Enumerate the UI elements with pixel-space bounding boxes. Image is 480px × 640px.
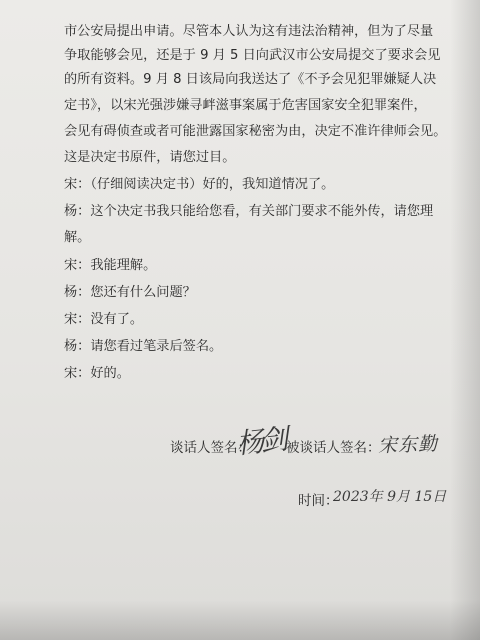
text-line-1: 市公安局提出申请。尽管本人认为这有违法治精神，但为了尽量: [64, 24, 434, 39]
interviewee-signature-label: 被谈话人签名：: [286, 440, 381, 456]
date-label: 时间：: [298, 493, 339, 509]
interviewer-handwritten-signature: 杨剑: [234, 422, 286, 461]
text-line-2: 争取能够会见，还是于 9 月 5 日向武汉市公安局提交了要求会见: [64, 48, 441, 63]
text-line-5: 会见有碍侦查或者可能泄露国家秘密为由，决定不准许律师会见。: [64, 124, 447, 139]
interviewer-signature-label: 谈话人签名：: [170, 440, 251, 456]
dialogue-line-4: 杨：您还有什么问题？: [64, 285, 196, 300]
page-bottom-shadow: [0, 600, 480, 640]
interviewee-handwritten-signature: 宋东勤: [377, 432, 439, 458]
dialogue-line-2: 杨：这个决定书我只能给您看，有关部门要求不能外传，请您理: [64, 204, 434, 219]
date-handwritten: 2023年 9月 15日: [333, 489, 447, 505]
dialogue-line-5: 宋：没有了。: [64, 312, 144, 327]
page-edge-shadow: [450, 0, 480, 640]
dialogue-line-2-cont: 解。: [64, 230, 91, 245]
dialogue-line-7: 宋：好的。: [64, 366, 130, 381]
dialogue-line-3: 宋：我能理解。: [64, 258, 157, 273]
text-line-3: 的所有资料。9 月 8 日该局向我送达了《不予会见犯罪嫌疑人决: [64, 72, 437, 87]
dialogue-line-1: 宋：（仔细阅读决定书）好的，我知道情况了。: [64, 177, 335, 192]
dialogue-line-6: 杨：请您看过笔录后签名。: [64, 339, 223, 354]
text-line-6: 这是决定书原件，请您过目。: [64, 150, 236, 165]
text-line-4: 定书》，以宋光强涉嫌寻衅滋事案属于危害国家安全犯罪案件，: [64, 98, 427, 113]
